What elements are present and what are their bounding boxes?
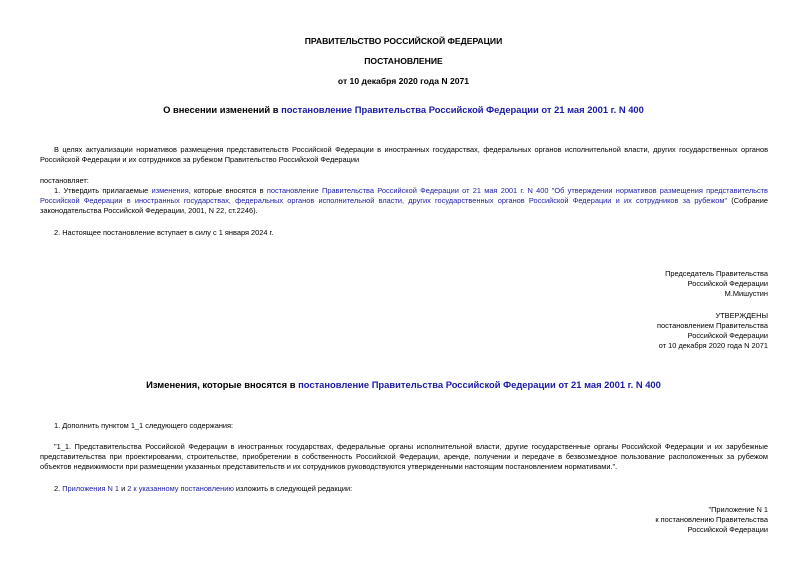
resolves-line: постановляет:	[40, 176, 89, 185]
signature-country: Российской Федерации	[687, 279, 768, 288]
item-1-text-b: , которые вносятся в	[188, 186, 267, 195]
changes-item-1: 1. Дополнить пунктом 1_1 следующего содержания:	[54, 421, 234, 430]
changes-item-2-num: 2.	[54, 484, 63, 493]
changes-title-text: Изменения, которые вносятся в	[146, 379, 299, 390]
resolution-400-link[interactable]: постановление Правительства Российской Федерации от 21 мая 2001 г. N 400 "Об утверждении нормативов размещения представительств Российской Федерации в иностранных государствах, федеральных органов исполнительной власти, других государственных органов Российской Федерации и их сотрудников за рубежом"	[40, 186, 768, 205]
approval-date: от 10 декабря 2020 года N 2071	[658, 341, 768, 350]
changes-item-2-rest: изложить в следующей редакции:	[233, 484, 353, 493]
item-1-paragraph	[40, 186, 768, 216]
document-title	[0, 105, 807, 115]
changes-title-link[interactable]: постановление Правительства Российской Федерации от 21 мая 2001 г. N 400	[298, 379, 661, 390]
intro-paragraph: В целях актуализации нормативов размещения представительств Российской Федерации в иностранных государствах, федеральных органов исполнительной власти, других государственных органов Российской Федерации и их сотрудников за рубежом Правительство Российской Федерации	[40, 145, 768, 164]
item-1-text-c: (Собрание законодательства Российской Федерации, 2001, N 22, ст.2246).	[40, 196, 768, 215]
appendix-to: к постановлению Правительства	[655, 515, 768, 524]
document-date-number: от 10 декабря 2020 года N 2071	[337, 76, 470, 86]
changes-item-2-and: и	[119, 484, 128, 493]
changes-link[interactable]: изменения	[151, 186, 189, 195]
approval-by: постановлением Правительства	[657, 321, 768, 330]
approval-label: УТВЕРЖДЕНЫ	[715, 311, 768, 320]
item-2-paragraph: 2. Настоящее постановление вступает в силу с 1 января 2024 г.	[54, 228, 274, 237]
appendix-2-link[interactable]: 2 к указанному постановлению	[127, 484, 234, 493]
item-1-text-a: 1. Утвердить прилагаемые	[54, 186, 152, 195]
title-text: О внесении изменений в	[163, 104, 282, 115]
approval-country: Российской Федерации	[687, 331, 768, 340]
signature-block	[665, 269, 768, 299]
changes-quote: "1_1. Представительства Российской Федерации в иностранных государствах, федеральные органы исполнительной власти, другие государственные органы Российской Федерации и их зарубежные представительства при проектировании, строительстве, приобретении в собственность Российской Федерации, аренде, получении и передаче в безвозмездное пользование расположенных за рубежом объектов недвижимости при размещении указанных представительств и их сотрудников руководствуются утвержденными настоящим постановлением нормативами.".	[40, 442, 768, 471]
signature-name: М.Мишустин	[724, 289, 768, 298]
appendix-label: "Приложение N 1	[708, 505, 768, 514]
signature-position: Председатель Правительства	[665, 269, 768, 278]
appendix-country: Российской Федерации	[687, 525, 768, 534]
appendix-1-link[interactable]: Приложения N 1	[62, 484, 120, 493]
changes-item-2	[40, 484, 768, 494]
document-type: ПОСТАНОВЛЕНИЕ	[364, 56, 443, 66]
approval-block	[657, 311, 768, 351]
government-heading: ПРАВИТЕЛЬСТВО РОССИЙСКОЙ ФЕДЕРАЦИИ	[304, 36, 503, 46]
appendix-block	[655, 505, 768, 535]
title-link[interactable]: постановление Правительства Российской Федерации от 21 мая 2001 г. N 400	[281, 104, 644, 115]
changes-title	[0, 380, 807, 390]
